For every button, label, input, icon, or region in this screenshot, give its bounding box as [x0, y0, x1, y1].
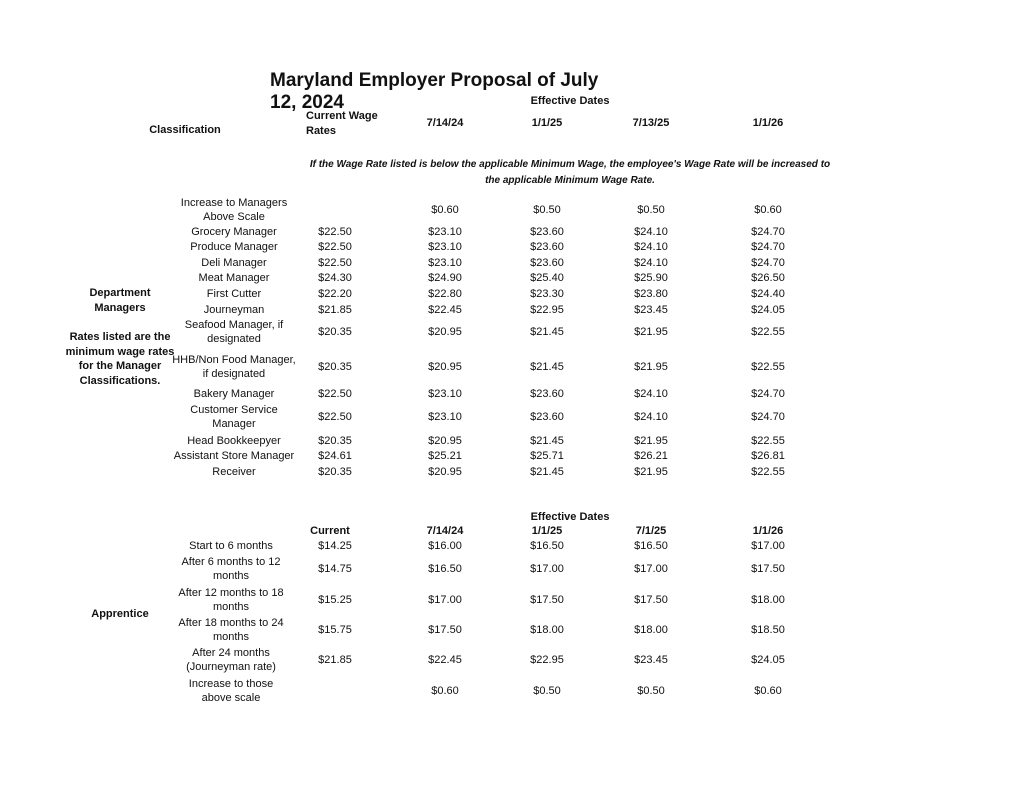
apprentice-current-rate: $15.25 — [318, 594, 352, 606]
manager-current-rate: $22.20 — [318, 288, 352, 300]
manager-rate-2: $24.10 — [634, 257, 668, 269]
manager-rate-1: $0.50 — [533, 204, 561, 216]
manager-rate-2: $24.10 — [634, 388, 668, 400]
manager-rate-1: $23.60 — [530, 411, 564, 423]
apprentice-rate-3: $0.60 — [754, 685, 782, 697]
manager-row-label: Meat Manager — [198, 272, 270, 284]
manager-rate-0: $23.10 — [428, 241, 462, 253]
manager-rate-2: $23.80 — [634, 288, 668, 300]
current-wage-header: Current Wage Rates — [306, 110, 378, 137]
manager-rate-0: $23.10 — [428, 411, 462, 423]
manager-rate-0: $23.10 — [428, 226, 462, 238]
manager-rate-0: $23.10 — [428, 388, 462, 400]
t2-date-2: 7/1/25 — [635, 525, 667, 537]
apprentice-rate-2: $18.00 — [634, 624, 668, 636]
manager-row-label: Receiver — [212, 466, 256, 478]
manager-rate-1: $23.60 — [530, 241, 564, 253]
minimum-wage-note: If the Wage Rate listed is below the applicable Minimum Wage, the employee's Wage Rate will be increased to the applicable Minimum Wage Rate. — [309, 159, 831, 186]
apprentice-row-label: After 24 months (Journeyman rate) — [186, 647, 276, 673]
apprentice-rate-3: $17.50 — [751, 563, 785, 575]
manager-current-rate: $20.35 — [318, 466, 352, 478]
manager-rate-3: $24.70 — [751, 388, 785, 400]
manager-row-label: Customer Service Manager — [190, 404, 278, 430]
manager-rate-1: $23.30 — [530, 288, 564, 300]
manager-rate-3: $22.55 — [751, 326, 785, 338]
managers-rates-note: Rates listed are the minimum wage rates for the Manager Classifications. — [65, 331, 175, 387]
apprentice-rate-1: $0.50 — [533, 685, 561, 697]
manager-rate-1: $23.60 — [530, 257, 564, 269]
manager-row-label: First Cutter — [206, 288, 262, 300]
apprentice-current-rate: $14.25 — [318, 540, 352, 552]
apprentice-rate-1: $18.00 — [530, 624, 564, 636]
apprentice-row-label: After 18 months to 24 months — [178, 617, 284, 643]
manager-current-rate: $22.50 — [318, 411, 352, 423]
department-managers-label: Department Managers — [89, 287, 151, 314]
apprentice-current-rate: $21.85 — [318, 654, 352, 666]
manager-rate-3: $24.70 — [751, 257, 785, 269]
manager-current-rate: $20.35 — [318, 326, 352, 338]
manager-rate-0: $22.45 — [428, 304, 462, 316]
manager-rate-1: $25.71 — [530, 450, 564, 462]
manager-rate-1: $23.60 — [530, 226, 564, 238]
manager-rate-1: $25.40 — [530, 272, 564, 284]
manager-row-label: Grocery Manager — [191, 226, 277, 238]
t1-date-2: 7/13/25 — [632, 117, 670, 129]
manager-rate-3: $22.55 — [751, 361, 785, 373]
apprentice-rate-2: $16.50 — [634, 540, 668, 552]
manager-row-label: Journeyman — [203, 304, 265, 316]
manager-rate-1: $21.45 — [530, 326, 564, 338]
apprentice-rate-0: $22.45 — [428, 654, 462, 666]
manager-current-rate: $20.35 — [318, 361, 352, 373]
apprentice-label: Apprentice — [91, 608, 149, 620]
t2-effective-dates-label: Effective Dates — [530, 511, 610, 523]
manager-rate-2: $24.10 — [634, 411, 668, 423]
apprentice-row-label: After 6 months to 12 months — [181, 556, 281, 582]
manager-row-label: Increase to Managers Above Scale — [180, 197, 288, 223]
manager-rate-2: $21.95 — [634, 326, 668, 338]
manager-row-label: Head Bookkeepyer — [187, 435, 281, 447]
apprentice-row-label: Increase to those above scale — [188, 678, 274, 704]
manager-rate-3: $26.50 — [751, 272, 785, 284]
page-title: Maryland Employer Proposal of July 12, 2024 — [270, 70, 599, 113]
apprentice-rate-3: $18.50 — [751, 624, 785, 636]
manager-row-label: Produce Manager — [190, 241, 278, 253]
manager-rate-2: $0.50 — [637, 204, 665, 216]
manager-current-rate: $24.61 — [318, 450, 352, 462]
apprentice-rate-0: $16.50 — [428, 563, 462, 575]
manager-rate-0: $20.95 — [428, 326, 462, 338]
manager-rate-0: $24.90 — [428, 272, 462, 284]
manager-row-label: HHB/Non Food Manager, if designated — [172, 354, 296, 380]
manager-rate-2: $24.10 — [634, 226, 668, 238]
t2-date-1: 1/1/25 — [531, 525, 563, 537]
manager-current-rate: $22.50 — [318, 388, 352, 400]
manager-rate-3: $24.05 — [751, 304, 785, 316]
apprentice-rate-1: $17.50 — [530, 594, 564, 606]
manager-current-rate: $24.30 — [318, 272, 352, 284]
manager-rate-0: $25.21 — [428, 450, 462, 462]
manager-rate-1: $21.45 — [530, 435, 564, 447]
manager-rate-2: $21.95 — [634, 466, 668, 478]
manager-rate-2: $21.95 — [634, 435, 668, 447]
apprentice-rate-0: $16.00 — [428, 540, 462, 552]
manager-rate-1: $22.95 — [530, 304, 564, 316]
t1-date-1: 1/1/25 — [531, 117, 563, 129]
manager-rate-2: $24.10 — [634, 241, 668, 253]
manager-rate-2: $25.90 — [634, 272, 668, 284]
manager-current-rate: $22.50 — [318, 226, 352, 238]
manager-current-rate: $22.50 — [318, 257, 352, 269]
manager-row-label: Seafood Manager, if designated — [184, 319, 284, 345]
manager-row-label: Bakery Manager — [193, 388, 275, 400]
manager-rate-0: $20.95 — [428, 466, 462, 478]
manager-rate-3: $24.40 — [751, 288, 785, 300]
apprentice-row-label: After 12 months to 18 months — [178, 587, 284, 613]
manager-row-label: Assistant Store Manager — [173, 450, 295, 462]
apprentice-row-label: Start to 6 months — [189, 540, 273, 552]
manager-rate-0: $20.95 — [428, 361, 462, 373]
manager-rate-0: $23.10 — [428, 257, 462, 269]
manager-rate-3: $24.70 — [751, 241, 785, 253]
manager-rate-2: $23.45 — [634, 304, 668, 316]
t1-date-0: 7/14/24 — [426, 117, 464, 129]
apprentice-rate-2: $17.50 — [634, 594, 668, 606]
manager-rate-3: $0.60 — [754, 204, 782, 216]
manager-current-rate: $22.50 — [318, 241, 352, 253]
apprentice-current-rate: $14.75 — [318, 563, 352, 575]
effective-dates-label: Effective Dates — [530, 95, 610, 107]
apprentice-rate-2: $17.00 — [634, 563, 668, 575]
apprentice-rate-2: $0.50 — [637, 685, 665, 697]
manager-rate-2: $26.21 — [634, 450, 668, 462]
manager-rate-3: $26.81 — [751, 450, 785, 462]
apprentice-rate-3: $18.00 — [751, 594, 785, 606]
apprentice-rate-1: $17.00 — [530, 563, 564, 575]
apprentice-rate-3: $17.00 — [751, 540, 785, 552]
manager-rate-3: $22.55 — [751, 435, 785, 447]
apprentice-rate-1: $16.50 — [530, 540, 564, 552]
manager-rate-2: $21.95 — [634, 361, 668, 373]
manager-rate-0: $22.80 — [428, 288, 462, 300]
t1-date-3: 1/1/26 — [752, 117, 784, 129]
manager-current-rate: $20.35 — [318, 435, 352, 447]
manager-rate-3: $24.70 — [751, 226, 785, 238]
apprentice-rate-2: $23.45 — [634, 654, 668, 666]
manager-rate-3: $22.55 — [751, 466, 785, 478]
t2-date-3: 1/1/26 — [752, 525, 784, 537]
manager-rate-1: $21.45 — [530, 361, 564, 373]
manager-current-rate: $21.85 — [318, 304, 352, 316]
apprentice-rate-0: $17.50 — [428, 624, 462, 636]
manager-rate-3: $24.70 — [751, 411, 785, 423]
classification-header: Classification — [149, 124, 221, 136]
t2-date-0: 7/14/24 — [426, 525, 464, 537]
apprentice-rate-0: $17.00 — [428, 594, 462, 606]
manager-rate-1: $23.60 — [530, 388, 564, 400]
manager-row-label: Deli Manager — [201, 257, 267, 269]
t2-current-header: Current — [310, 525, 350, 537]
apprentice-rate-3: $24.05 — [751, 654, 785, 666]
apprentice-rate-0: $0.60 — [431, 685, 459, 697]
manager-rate-1: $21.45 — [530, 466, 564, 478]
manager-rate-0: $20.95 — [428, 435, 462, 447]
manager-rate-0: $0.60 — [431, 204, 459, 216]
apprentice-current-rate: $15.75 — [318, 624, 352, 636]
apprentice-rate-1: $22.95 — [530, 654, 564, 666]
